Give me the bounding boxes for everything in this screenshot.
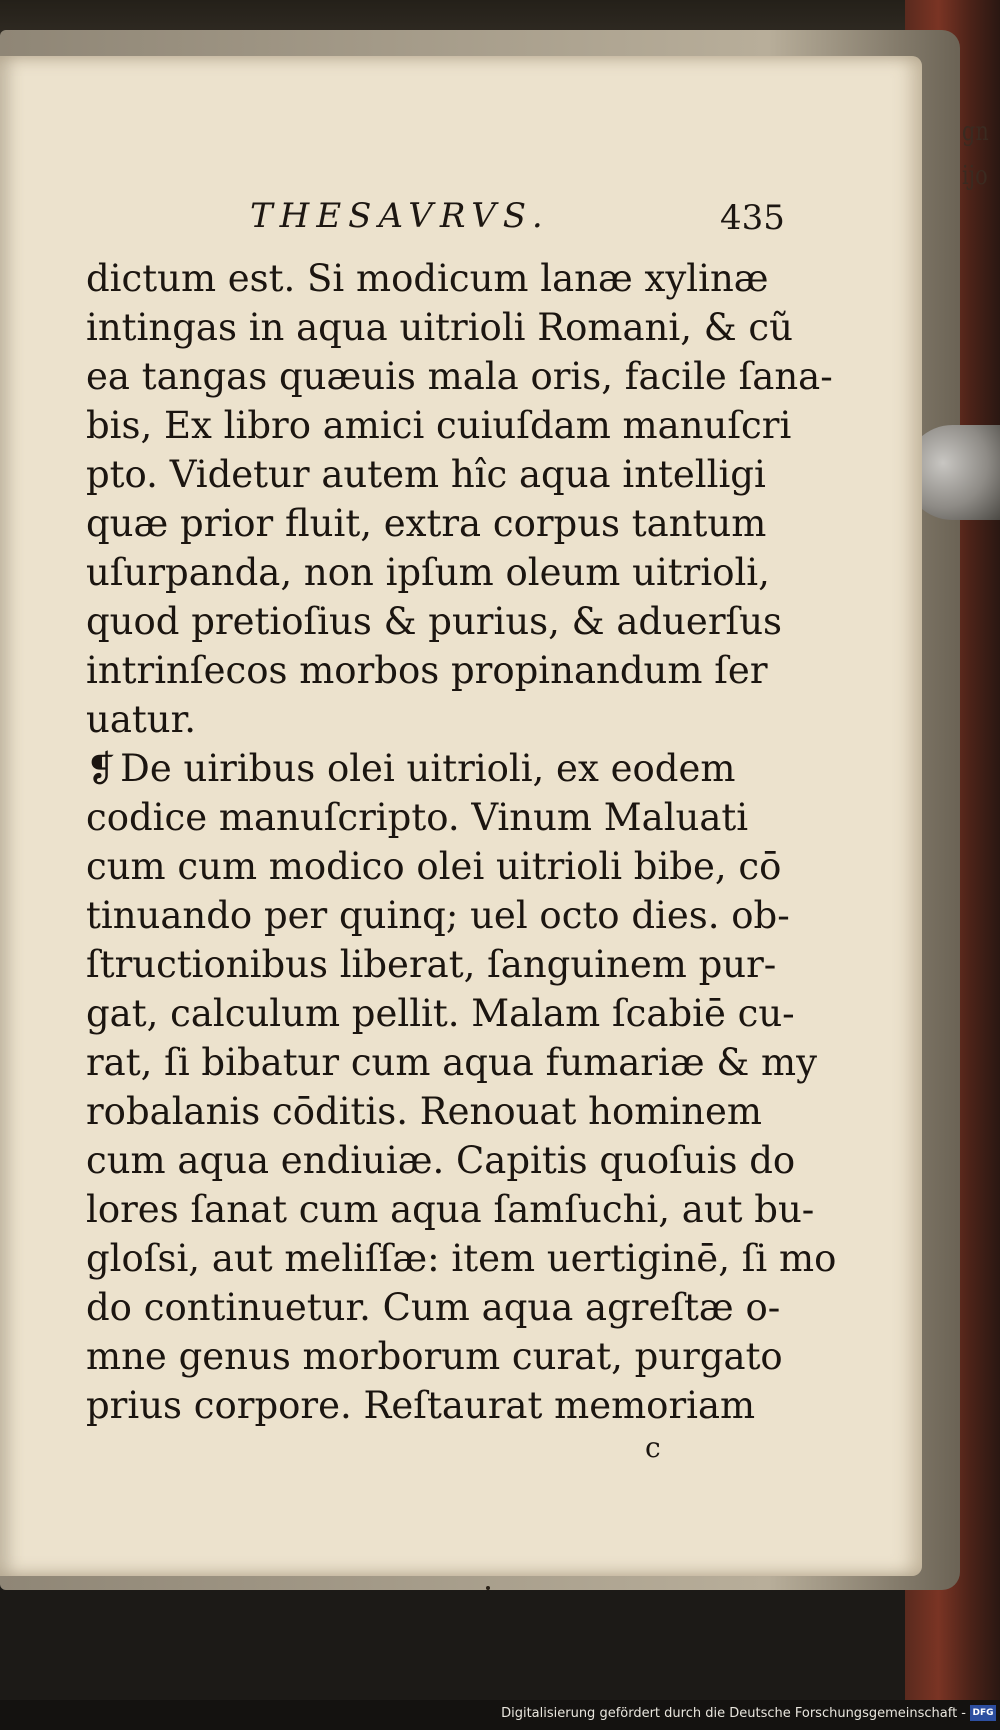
text-line: gloſsi, aut meliſſæ: item uertiginē, ſi mo <box>86 1237 837 1280</box>
text-line: codice manuſcripto. Vinum Maluati <box>86 796 749 839</box>
running-title: THESAVRVS. <box>250 196 550 236</box>
page-speck <box>486 1586 490 1590</box>
paragraph-start-line <box>86 744 786 793</box>
text-line: bis, Ex libro amici cuiuſdam manuſcri <box>86 404 792 447</box>
text-line: tinuando per quinq; uel octo dies. ob- <box>86 894 790 937</box>
text-line: quod pretioſius & purius, & aduerſus <box>86 600 783 643</box>
digitization-footer <box>0 1700 1000 1730</box>
text-line: pto. Videtur autem hîc aqua intelligi <box>86 453 766 496</box>
text-line: intrinſecos morbos propinandum ſer <box>86 649 768 692</box>
text-line: cum cum modico olei uitrioli bibe, cō <box>86 845 782 888</box>
body-text <box>86 254 837 1430</box>
page-header <box>0 196 922 246</box>
text-line: robalanis cōditis. Renouat hominem <box>86 1090 762 1133</box>
text-line: cum aqua endiuiæ. Capitis quoſuis do <box>86 1139 796 1182</box>
margin-note: ijo <box>962 161 988 191</box>
text-line: uſurpanda, non ipſum oleum uitrioli, <box>86 551 770 594</box>
text-line: ea tangas quæuis mala oris, facile ſana- <box>86 355 833 398</box>
text-line: lores ſanat cum aqua ſamſuchi, aut bu- <box>86 1188 815 1231</box>
text-line: prius corpore. Reſtaurat memoriam <box>86 1384 756 1427</box>
text-line: mne genus morborum curat, purgato <box>86 1335 783 1378</box>
text-line: rat, ſi bibatur cum aqua fumariæ & my <box>86 1041 818 1084</box>
text-line: intingas in aqua uitrioli Romani, & cũ <box>86 306 793 349</box>
funding-credit: Digitalisierung gefördert durch die Deutsche Forschungsgemeinschaft - <box>501 1706 966 1721</box>
page-number: 435 <box>720 198 785 238</box>
margin-note: gn <box>962 117 989 147</box>
margin-notes <box>958 110 998 310</box>
pilcrow-icon: ❡ <box>86 749 117 790</box>
text-line: quæ prior fluit, extra corpus tantum <box>86 502 767 545</box>
text-line: do continuetur. Cum aqua agreſtæ o- <box>86 1286 781 1329</box>
signature-mark: c <box>645 1431 661 1464</box>
text-line: gat, calculum pellit. Malam ſcabiē cu- <box>86 992 795 1035</box>
text-line: ſtructionibus liberat, ſanguinem pur- <box>86 943 777 986</box>
text-line: dictum est. Si modicum lanæ xylinæ <box>86 257 769 300</box>
dfg-logo-icon: DFG <box>970 1705 996 1721</box>
text-line: De uiribus olei uitrioli, ex eodem <box>120 747 736 790</box>
book-page <box>0 56 922 1576</box>
text-line: uatur. <box>86 698 196 741</box>
